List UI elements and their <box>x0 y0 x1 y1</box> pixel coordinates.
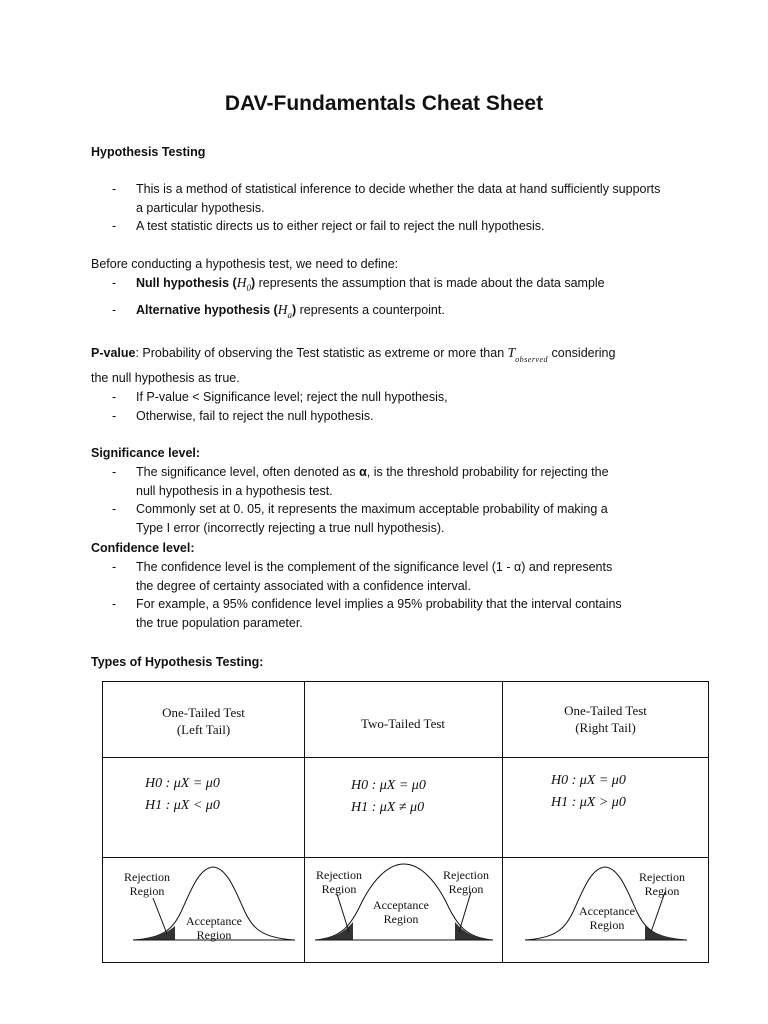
table-header-right-tail: One-Tailed Test (Right Tail) <box>564 703 647 735</box>
hypothesis-types-table <box>102 681 709 963</box>
hypotheses-right-tail: H0 : μX = μ0 H1 : μX > μ0 <box>551 773 626 810</box>
list-item: - The confidence level is the complement of the significance level (1 - α) and represents the degree of certainty associated with a confidence interval. <box>112 560 613 593</box>
acceptance-region-label: Acceptance Region <box>579 904 635 932</box>
pointer-line <box>459 892 471 932</box>
acceptance-region-label: Acceptance Region <box>373 898 429 926</box>
list-item-alternative-hypothesis: - Alternative hypothesis $(H_a)$ represents a counterpoint. <box>112 301 445 320</box>
pointer-line <box>153 898 167 934</box>
table-header-two-tailed: Two-Tailed Test <box>360 716 446 731</box>
hypotheses-two-tailed: H0 : μX = μ0 H1 : μX ≠ μ0 <box>351 778 426 815</box>
rejection-region-label: Rejection Region <box>124 870 170 898</box>
list-item: - Commonly set at 0. 05, it represents the maximum acceptable probability of making a Type I error (incorrectly rejecting a true null hypothesis). <box>112 502 608 535</box>
list-item: - Otherwise, fail to reject the null hypothesis. <box>112 408 374 423</box>
types-heading: Types of Hypothesis Testing: <box>91 655 264 669</box>
pointer-line <box>337 894 349 932</box>
table-divider <box>103 757 708 758</box>
significance-heading: Significance level: <box>91 446 201 460</box>
list-item: - A test statistic directs us to either reject or fail to reject the null hypothesis. <box>112 219 545 233</box>
pvalue-bullets <box>91 388 691 425</box>
rejection-region-label: Rejection Region <box>316 868 362 896</box>
left-rejection-shade <box>315 922 353 940</box>
significance-bullets <box>91 463 691 537</box>
define-bullets <box>91 274 691 320</box>
hypotheses-left-tail: H0 : μX = μ0 H1 : μX < μ0 <box>145 776 220 813</box>
table-divider <box>103 857 708 858</box>
pointer-line <box>651 892 665 932</box>
pvalue-definition: P-value: Probability of observing the Test statistic as extreme or more than $T_{observed}$ considering <box>91 345 616 364</box>
rejection-region-label: Rejection Region <box>443 868 489 896</box>
confidence-bullets <box>91 558 711 632</box>
list-item: - This is a method of statistical inference to decide whether the data at hand sufficiently supports a particular hypothesis. <box>112 182 661 215</box>
hypothesis-bullets <box>91 180 691 236</box>
list-item: - If P-value < Significance level; reject the null hypothesis, <box>112 390 448 404</box>
hypothesis-testing-heading: Hypothesis Testing <box>91 145 206 159</box>
rejection-region-shade <box>645 926 687 940</box>
list-item-null-hypothesis: - Null hypothesis $(H_0)$ represents the assumption that is made about the data sample <box>112 275 605 293</box>
rejection-region-label: Rejection Region <box>639 870 685 898</box>
list-item: - The significance level, often denoted as α, is the threshold probability for rejecting the null hypothesis in a hypothesis test. <box>112 465 609 498</box>
rejection-region-shade <box>133 926 175 940</box>
list-item: - For example, a 95% confidence level implies a 95% probability that the interval contains the true population parameter. <box>112 597 622 630</box>
table-header-left-tail: One-Tailed Test (Left Tail) <box>162 705 245 737</box>
page-title: DAV-Fundamentals Cheat Sheet <box>224 92 544 115</box>
define-intro: Before conducting a hypothesis test, we need to define: <box>91 257 399 271</box>
pvalue-line2: the null hypothesis as true. <box>91 371 240 385</box>
acceptance-region-label: Acceptance Region <box>186 914 242 942</box>
confidence-heading: Confidence level: <box>91 541 195 555</box>
